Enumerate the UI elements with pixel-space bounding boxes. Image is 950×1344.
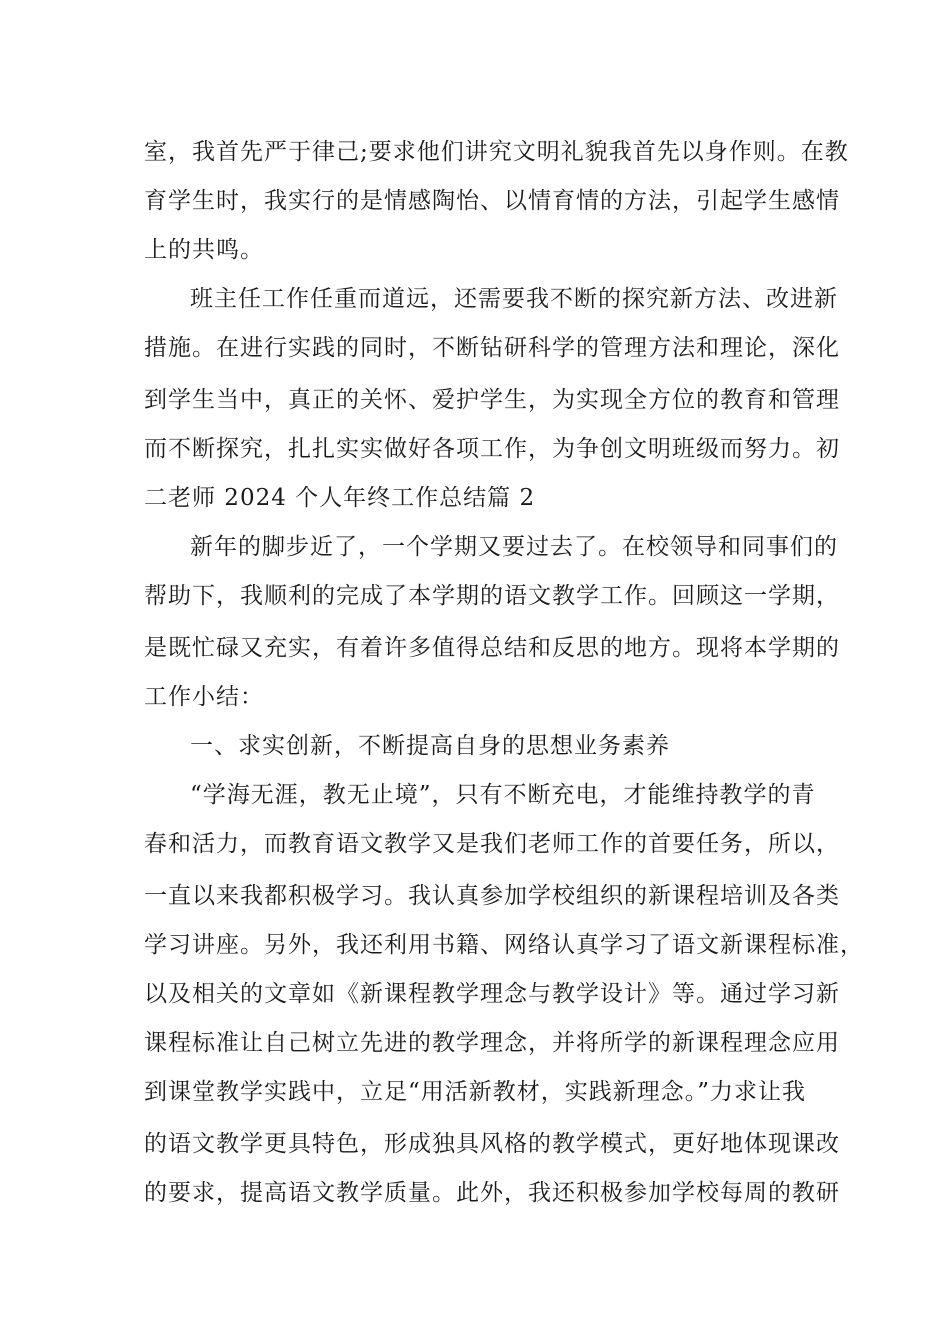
- text-line: 育学生时，我实行的是情感陶怡、以情育情的方法，引起学生感情: [144, 188, 840, 214]
- subheading-line: 一、求实创新，不断提高自身的思想业务素养: [190, 733, 670, 759]
- text-line: “学海无涯，教无止境”，只有不断充电，才能维持教学的青: [190, 782, 816, 808]
- text-line: 上的共鸣。: [144, 237, 264, 263]
- text-line: 班主任工作任重而道远，还需要我不断的探究新方法、改进新: [190, 286, 838, 312]
- text-line: 帮助下，我顺利的完成了本学期的语文教学工作。回顾这一学期，: [144, 583, 840, 609]
- text-line: 到课堂教学实践中，立足“用活新教材，实践新理念。”力求让我: [144, 1079, 807, 1105]
- text-line: 的要求，提高语文教学质量。此外，我还积极参加学校每周的教研: [144, 1180, 840, 1206]
- text-line: 课程标准让自己树立先进的教学理念，并将所学的新课程理念应用: [144, 1030, 840, 1056]
- text-line: 措施。在进行实践的同时，不断钻研科学的管理方法和理论，深化: [144, 335, 840, 361]
- text-line: 春和活力，而教育语文教学又是我们老师工作的首要任务，所以，: [144, 831, 840, 857]
- text-line: 学习讲座。另外，我还利用书籍、网络认真学习了语文新课程标准，: [144, 932, 864, 958]
- text-line: 到学生当中，真正的关怀、爱护学生，为实现全方位的教育和管理: [144, 387, 840, 413]
- text-line: 以及相关的文章如《新课程教学理念与教学设计》等。通过学习新: [144, 981, 840, 1007]
- text-line: 一直以来我都积极学习。我认真参加学校组织的新课程培训及各类: [144, 883, 840, 909]
- text-line: 工作小结：: [144, 684, 264, 710]
- text-line: 室，我首先严于律己;要求他们讲究文明礼貌我首先以身作则。在教: [144, 139, 849, 165]
- text-line: 的语文教学更具特色，形成独具风格的教学模式，更好地体现课改: [144, 1131, 840, 1157]
- text-line: 是既忙碌又充实，有着许多值得总结和反思的地方。现将本学期的: [144, 635, 840, 661]
- text-line: 新年的脚步近了，一个学期又要过去了。在校领导和同事们的: [190, 534, 838, 560]
- section-heading-line: 二老师 2024 个人年终工作总结篇 2: [144, 485, 536, 511]
- text-line: 而不断探究，扎扎实实做好各项工作，为争创文明班级而努力。初: [144, 436, 840, 462]
